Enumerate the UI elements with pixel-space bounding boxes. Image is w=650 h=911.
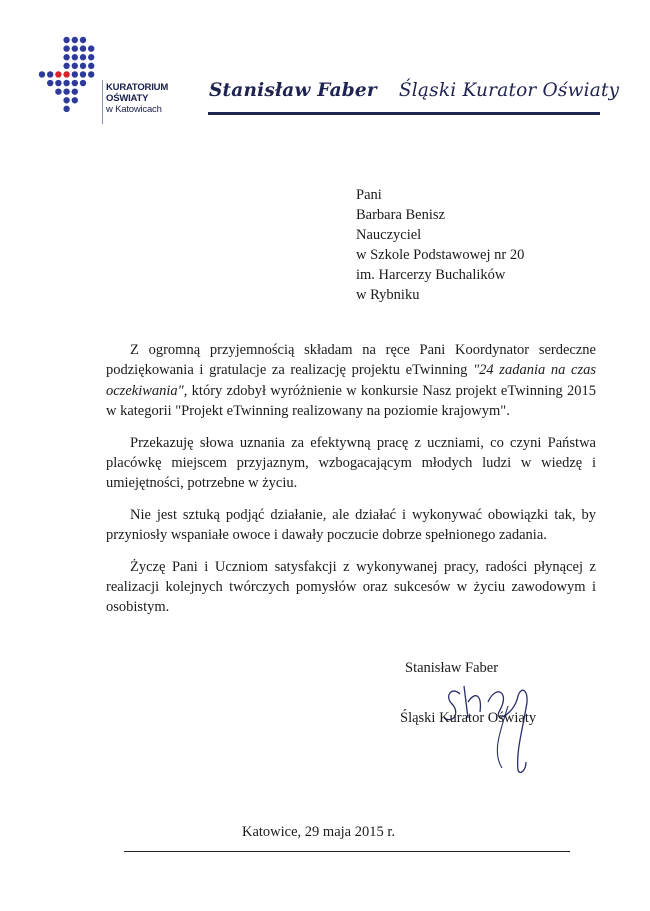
logo-dot (63, 54, 69, 60)
letterhead-author-title: Śląski Kurator Oświaty (398, 80, 620, 101)
signer-title: Śląski Kurator Oświaty (400, 710, 537, 726)
logo-dot (63, 80, 69, 86)
recipient-address (356, 185, 524, 305)
address-line: Pani (356, 187, 382, 203)
letter-body (106, 340, 596, 629)
letterhead-title (209, 80, 619, 101)
footer-rule (124, 851, 570, 852)
place-and-date: Katowice, 29 maja 2015 r. (242, 824, 396, 840)
logo-dot (72, 97, 78, 103)
logo-divider (102, 80, 103, 124)
org-name (106, 82, 168, 115)
body-paragraph (106, 340, 596, 422)
logo-dot (63, 63, 69, 69)
logo-dot (80, 63, 86, 69)
logo-dot (88, 54, 94, 60)
logo-dot (55, 71, 61, 77)
logo-dot (80, 54, 86, 60)
body-p1-end: który zdobył wyróżnienie w konkursie Nasz projekt eTwinning 2015 w kategorii "Projekt eTwinning realizowany na poziomie krajowym". (106, 382, 596, 420)
logo-dot (55, 88, 61, 94)
logo-dot (88, 71, 94, 77)
logo-dot (63, 37, 69, 43)
org-name-line2: OŚWIATY (106, 93, 149, 104)
address-line: w Szkole Podstawowej nr 20 (356, 247, 525, 263)
logo-dot (80, 80, 86, 86)
logo-dot (55, 80, 61, 86)
address-line: Nauczyciel (356, 227, 422, 243)
logo-dot (39, 71, 45, 77)
logo-dot (88, 45, 94, 51)
logo-dot (47, 71, 53, 77)
org-name-line3: w Katowicach (106, 104, 162, 115)
logo-dot (63, 88, 69, 94)
logo-dot (72, 71, 78, 77)
handwritten-signature (430, 672, 550, 782)
logo-dot (72, 54, 78, 60)
signer-name: Stanisław Faber (405, 660, 499, 676)
logo-dot (80, 37, 86, 43)
logo-dot (72, 88, 78, 94)
logo-dot (72, 45, 78, 51)
project-title: "24 zadania na czas oczekiwania", (106, 362, 596, 399)
logo-dot (63, 97, 69, 103)
logo-dot (63, 45, 69, 51)
logo-dot (80, 71, 86, 77)
address-line: w Rybniku (356, 287, 420, 303)
letterhead-rule (208, 112, 600, 115)
letterhead-author-name: Stanisław Faber (209, 80, 377, 101)
logo-dot (72, 37, 78, 43)
dotted-arrow-logo-icon (36, 34, 108, 126)
body-paragraph: Życzę Pani i Uczniom satysfakcji z wykonywanej pracy, radości płynącej z realizacji kolejnych twórczych pomysłów oraz sukcesów w życiu zawodowym i osobistym. (106, 558, 596, 616)
logo-dot (63, 106, 69, 112)
logo-dot (88, 63, 94, 69)
address-line: Barbara Benisz (356, 207, 445, 223)
body-paragraph: Przekazuję słowa uznania za efektywną pracę z uczniami, co czyni Państwa placówkę miejscem przyjaznym, wzbogacającym młodych ludzi w wiedzę i umiejętności, potrzebne w życiu. (106, 434, 596, 492)
body-p1-start: Z ogromną przyjemnością składam na ręce Pani Koordynator serdeczne podziękowania i gratulacje za realizację projektu eTwinning (106, 342, 596, 379)
logo-dot (72, 80, 78, 86)
address-line: im. Harcerzy Buchalików (356, 267, 506, 283)
logo-dot (72, 63, 78, 69)
logo-dot (80, 45, 86, 51)
logo-dot (47, 80, 53, 86)
logo-dot (63, 71, 69, 77)
org-name-line1: KURATORIUM (106, 82, 169, 93)
body-paragraph: Nie jest sztuką podjąć działanie, ale działać i wykonywać obowiązki tak, by przyniosły wspaniałe owoce i dawały poczucie dobrze spełnionego zadania. (106, 506, 596, 544)
